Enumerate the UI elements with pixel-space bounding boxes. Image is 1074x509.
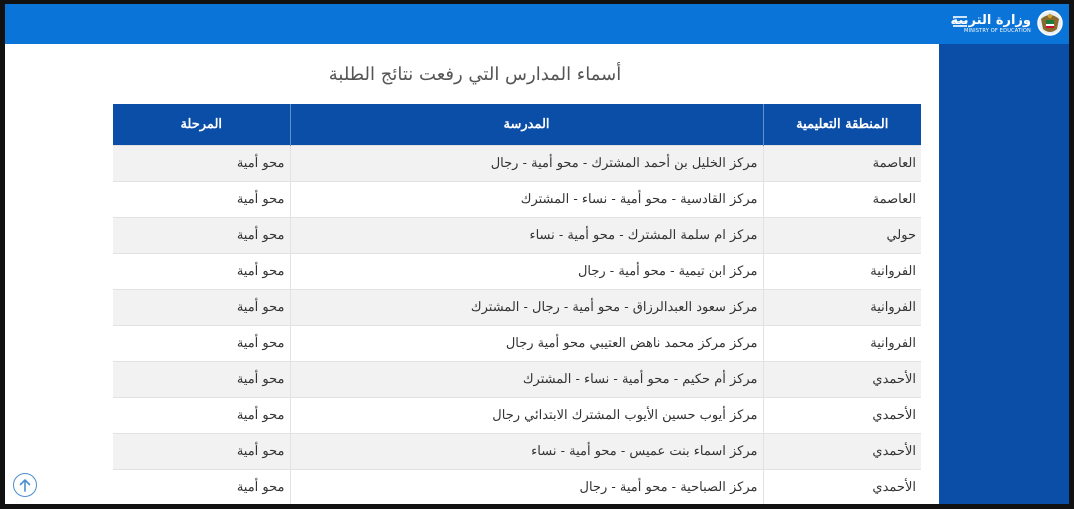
main-content	[5, 44, 939, 504]
table-row	[113, 146, 921, 182]
browser-viewport	[5, 4, 1069, 504]
table-row	[113, 290, 921, 326]
cell-school: مركز ام سلمة المشترك - محو أمية - نساء	[290, 218, 763, 254]
cell-region: الفروانية	[763, 326, 921, 362]
cell-stage: محو أمية	[113, 254, 290, 290]
cell-region: حولي	[763, 218, 921, 254]
cell-stage: محو أمية	[113, 470, 290, 505]
column-header-school[interactable]: المدرسة	[290, 104, 763, 146]
cell-school: مركز ابن تيمية - محو أمية - رجال	[290, 254, 763, 290]
cell-region: العاصمة	[763, 182, 921, 218]
cell-school: مركز الخليل بن أحمد المشترك - محو أمية - رجال	[290, 146, 763, 182]
brand-english-name: MINISTRY OF EDUCATION	[963, 28, 1031, 34]
table-row	[113, 218, 921, 254]
cell-region: العاصمة	[763, 146, 921, 182]
cell-stage: محو أمية	[113, 146, 290, 182]
page-title: أسماء المدارس التي رفعت نتائج الطلبة	[328, 64, 622, 85]
cell-school: مركز القادسية - محو أمية - نساء - المشترك	[290, 182, 763, 218]
cell-stage: محو أمية	[113, 218, 290, 254]
cell-stage: محو أمية	[113, 290, 290, 326]
table-row	[113, 470, 921, 505]
results-table	[113, 104, 921, 504]
cell-region: الأحمدي	[763, 362, 921, 398]
column-header-stage[interactable]: المرحلة	[113, 104, 290, 146]
cell-region: الأحمدي	[763, 434, 921, 470]
cell-region: الأحمدي	[763, 398, 921, 434]
cell-region: الفروانية	[763, 290, 921, 326]
cell-stage: محو أمية	[113, 362, 290, 398]
ministry-logo[interactable]	[950, 6, 1065, 42]
cell-stage: محو أمية	[113, 398, 290, 434]
table-row	[113, 398, 921, 434]
cell-region: الأحمدي	[763, 470, 921, 505]
cell-school: مركز أم حكيم - محو أمية - نساء - المشترك	[290, 362, 763, 398]
brand-arabic-name: وزارة التربية	[950, 13, 1031, 28]
table-row	[113, 254, 921, 290]
cell-stage: محو أمية	[113, 182, 290, 218]
side-panel	[939, 44, 1069, 504]
table-row	[113, 326, 921, 362]
table-header-row	[113, 104, 921, 146]
top-navigation-bar	[5, 4, 1069, 44]
scroll-to-top-button[interactable]	[13, 473, 37, 497]
table-row	[113, 434, 921, 470]
cell-stage: محو أمية	[113, 326, 290, 362]
cell-school: مركز الصباحية - محو أمية - رجال	[290, 470, 763, 505]
arrow-up-circle-icon	[19, 478, 31, 492]
table-row	[113, 362, 921, 398]
cell-school: مركز سعود العبدالرزاق - محو أمية - رجال - المشترك	[290, 290, 763, 326]
table-row	[113, 182, 921, 218]
kuwait-emblem-icon	[1035, 7, 1065, 41]
cell-school: مركز مركز محمد ناهض العتيبي محو أمية رجال	[290, 326, 763, 362]
cell-stage: محو أمية	[113, 434, 290, 470]
column-header-region[interactable]: المنطقة التعليمية	[763, 104, 921, 146]
cell-region: الفروانية	[763, 254, 921, 290]
cell-school: مركز اسماء بنت عميس - محو أمية - نساء	[290, 434, 763, 470]
cell-school: مركز أيوب حسين الأيوب المشترك الابتدائي رجال	[290, 398, 763, 434]
